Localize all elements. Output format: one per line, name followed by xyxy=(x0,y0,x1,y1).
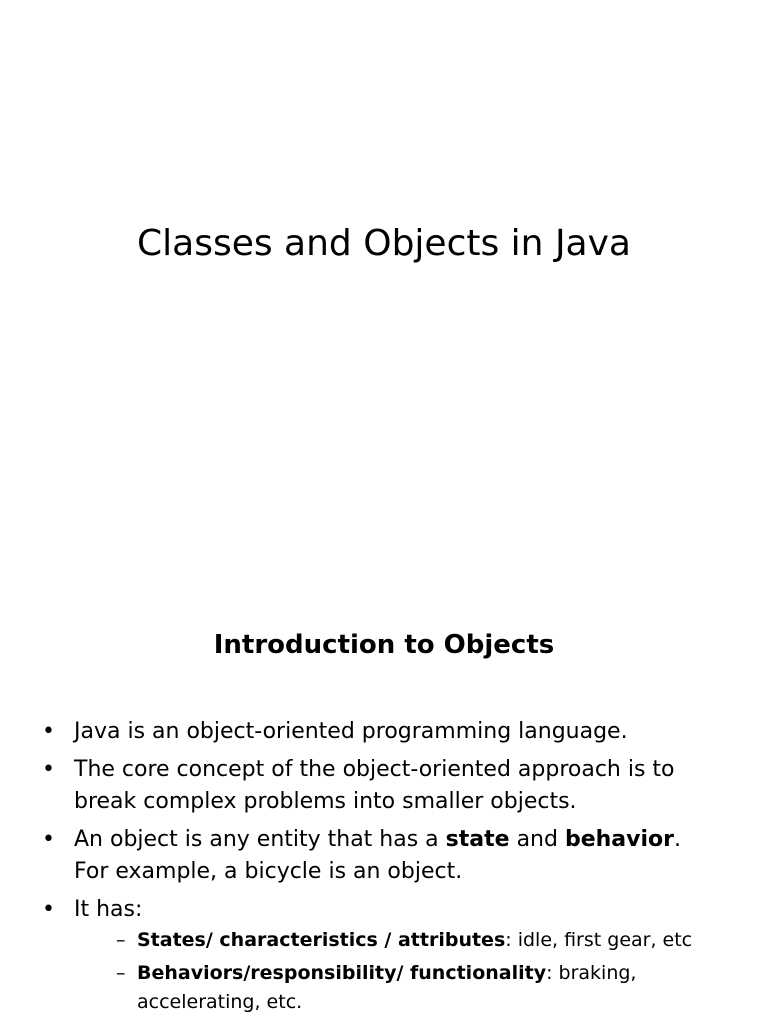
bullet-marker: • xyxy=(42,757,55,782)
sub-bullet-list xyxy=(74,926,722,1017)
bullet-item xyxy=(42,754,722,818)
bullet-bold-term: state xyxy=(445,827,510,852)
presentation-title: Classes and Objects in Java xyxy=(137,223,631,264)
bullet-marker: • xyxy=(42,827,55,852)
bullet-text: The core concept of the object-oriented approach is to break complex problems into smaller objects. xyxy=(74,757,675,814)
bullet-text: Java is an object-oriented programming language. xyxy=(74,719,628,744)
bullet-item xyxy=(42,716,722,748)
sub-bullet-text: : braking, accelerating, etc. xyxy=(137,962,637,1013)
bullet-marker: • xyxy=(42,897,55,922)
bullet-marker: • xyxy=(42,719,55,744)
bullet-text-part: and xyxy=(509,827,565,852)
sub-bullet-bold-term: States/ characteristics / attributes xyxy=(137,929,506,951)
bullet-bold-term: behavior xyxy=(564,827,674,852)
bullet-text-part: . For example, a bicycle is an object. xyxy=(74,827,681,884)
bullet-item xyxy=(42,894,722,1017)
sub-bullet-item xyxy=(74,959,722,1017)
bullet-text: It has: xyxy=(74,897,143,922)
sub-bullet-item xyxy=(74,926,722,955)
dash-marker: – xyxy=(116,962,126,984)
bullet-item xyxy=(42,824,722,888)
dash-marker: – xyxy=(116,929,126,951)
sub-bullet-bold-term: Behaviors/responsibility/ functionality xyxy=(137,962,547,984)
slide-heading: Introduction to Objects xyxy=(213,630,555,660)
sub-bullet-text: : idle, first gear, etc xyxy=(505,929,693,951)
bullet-text-part: An object is any entity that has a xyxy=(74,827,446,852)
content-slide xyxy=(0,576,768,1024)
bullet-list xyxy=(42,716,722,1023)
